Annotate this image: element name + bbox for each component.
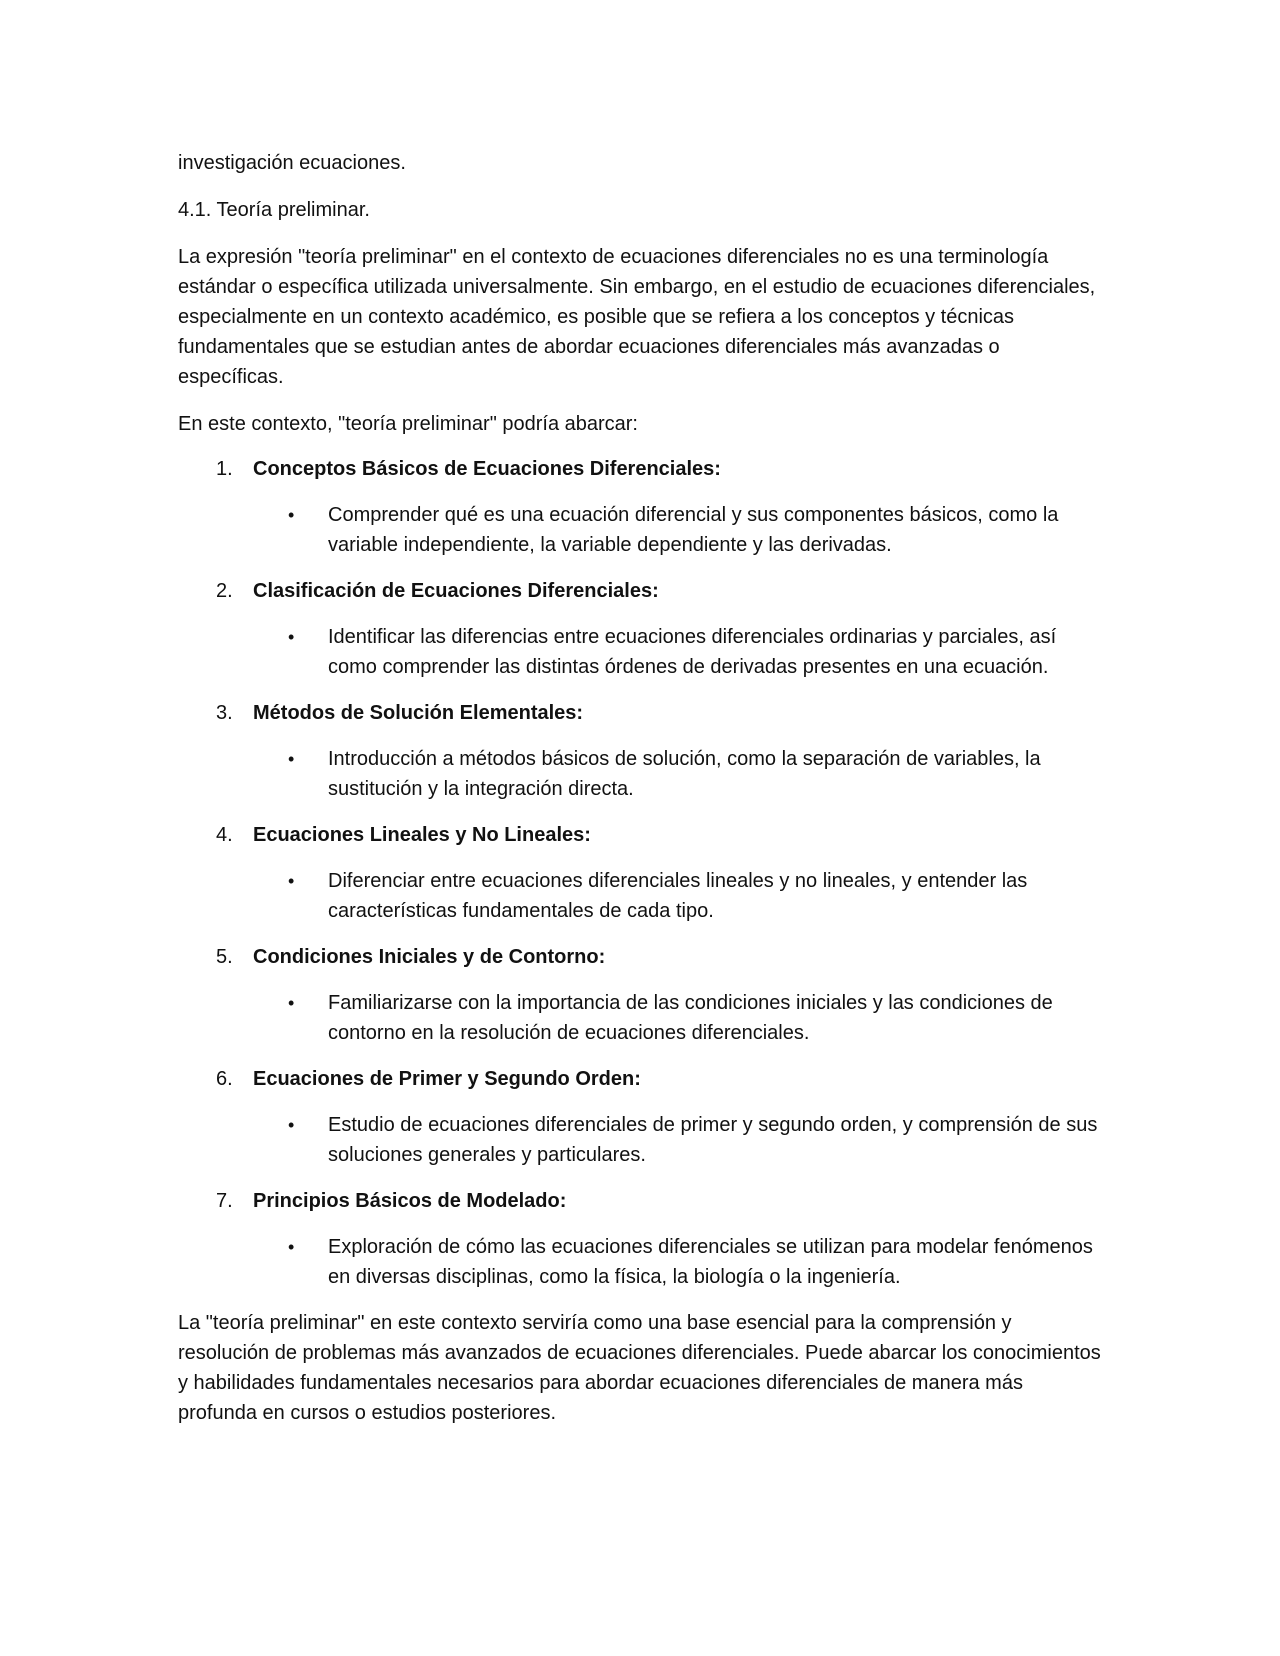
bullet-icon: • [288, 1237, 295, 1257]
bullet-text: Comprender qué es una ecuación diferencial y sus componentes básicos, como la variable independiente, la variable dependiente y las derivadas. [328, 504, 1059, 556]
intro-paragraph: La expresión "teoría preliminar" en el contexto de ecuaciones diferenciales no es una terminología estándar o específica utilizada universalmente. Sin embargo, en el estudio de ecuaciones diferenciales, especialmente en un contexto académico, es posible que se refiera a los conceptos y técnicas fundamentales que se estudian antes de abordar ecuaciones diferenciales más avanzadas o específicas. [178, 246, 1096, 388]
bullet-text: Familiarizarse con la importancia de las condiciones iniciales y las condiciones de contorno en la resolución de ecuaciones diferenciales. [328, 992, 1053, 1044]
list-item [178, 698, 1106, 804]
item-number: 4. [216, 824, 233, 846]
bullet-text: Exploración de cómo las ecuaciones diferenciales se utilizan para modelar fenómenos en diversas disciplinas, como la física, la biología o la ingeniería. [328, 1236, 1093, 1288]
item-title: Clasificación de Ecuaciones Diferenciales: [253, 580, 659, 602]
bullet-icon: • [288, 505, 295, 525]
list-item [178, 942, 1106, 1048]
bullet-icon: • [288, 749, 295, 769]
continuation-line: investigación ecuaciones. [178, 152, 406, 174]
bullet-icon: • [288, 627, 295, 647]
bullet-icon: • [288, 1115, 295, 1135]
item-number: 3. [216, 702, 233, 724]
list-item [178, 576, 1106, 682]
item-title: Condiciones Iniciales y de Contorno: [253, 946, 606, 968]
list-item [178, 1064, 1106, 1170]
item-title-row [178, 942, 1106, 972]
bullet-row [178, 866, 1106, 926]
item-number: 1. [216, 458, 233, 480]
bullet-row [178, 1110, 1106, 1170]
item-title-row [178, 1064, 1106, 1094]
document-page [178, 148, 1106, 1428]
list-item [178, 1186, 1106, 1292]
item-title-row [178, 698, 1106, 728]
bullet-row [178, 500, 1106, 560]
item-title-row [178, 576, 1106, 606]
item-number: 2. [216, 580, 233, 602]
bullet-icon: • [288, 993, 295, 1013]
item-title-row [178, 1186, 1106, 1216]
closing-paragraph: La "teoría preliminar" en este contexto serviría como una base esencial para la comprensión y resolución de problemas más avanzados de ecuaciones diferenciales. Puede abarcar los conocimientos y habilidades fundamentales necesarios para abordar ecuaciones diferenciales de manera más profunda en cursos o estudios posteriores. [178, 1312, 1101, 1424]
topics-list [178, 454, 1106, 1292]
bullet-text: Estudio de ecuaciones diferenciales de primer y segundo orden, y comprensión de sus soluciones generales y particulares. [328, 1114, 1098, 1166]
item-number: 6. [216, 1068, 233, 1090]
list-item [178, 820, 1106, 926]
bullet-row [178, 622, 1106, 682]
bullet-icon: • [288, 871, 295, 891]
bullet-text: Diferenciar entre ecuaciones diferenciales lineales y no lineales, y entender las características fundamentales de cada tipo. [328, 870, 1028, 922]
item-title-row [178, 820, 1106, 850]
item-title: Ecuaciones de Primer y Segundo Orden: [253, 1068, 641, 1090]
item-title: Conceptos Básicos de Ecuaciones Diferenciales: [253, 458, 721, 480]
bullet-row [178, 988, 1106, 1048]
item-number: 5. [216, 946, 233, 968]
item-title: Ecuaciones Lineales y No Lineales: [253, 824, 591, 846]
bullet-text: Identificar las diferencias entre ecuaciones diferenciales ordinarias y parciales, así como comprender las distintas órdenes de derivadas presentes en una ecuación. [328, 626, 1057, 678]
bullet-text: Introducción a métodos básicos de solución, como la separación de variables, la sustitución y la integración directa. [328, 748, 1041, 800]
item-title: Principios Básicos de Modelado: [253, 1190, 567, 1212]
bullet-row [178, 744, 1106, 804]
bullet-row [178, 1232, 1106, 1292]
item-title-row [178, 454, 1106, 484]
section-heading: 4.1. Teoría preliminar. [178, 199, 370, 221]
lead-in-paragraph: En este contexto, "teoría preliminar" podría abarcar: [178, 413, 638, 435]
item-title: Métodos de Solución Elementales: [253, 702, 584, 724]
item-number: 7. [216, 1190, 233, 1212]
list-item [178, 454, 1106, 560]
